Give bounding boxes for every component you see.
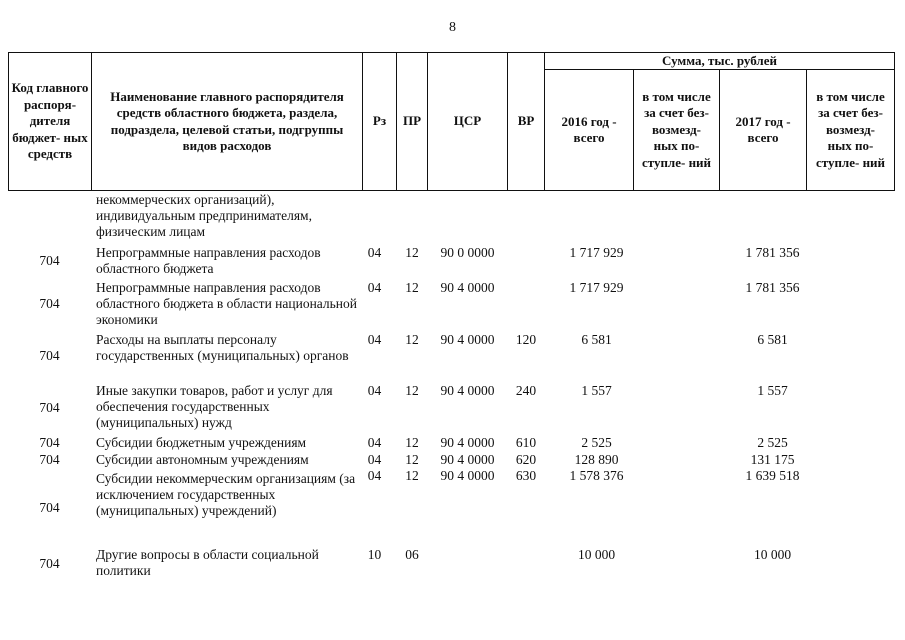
- row-csr: 90 4 0000: [440, 468, 495, 483]
- row-sum-2016: 6 581: [581, 332, 612, 347]
- header-rz: Рз: [362, 52, 397, 191]
- row-rz: 04: [367, 280, 382, 295]
- row-pr: 12: [405, 452, 419, 467]
- row-sum-2016: 1 557: [581, 383, 612, 398]
- row-rz: 04: [367, 383, 382, 398]
- row-csr: 90 4 0000: [440, 383, 495, 398]
- row-vr: 120: [515, 332, 537, 347]
- row-sum-2017: 1 781 356: [745, 245, 800, 260]
- table-row: [8, 435, 895, 451]
- row-kod: 704: [39, 253, 60, 268]
- header-2017-total: 2017 год - всего: [719, 69, 807, 191]
- header-pr: ПР: [396, 52, 428, 191]
- row-sum-2017: 1 557: [757, 383, 788, 398]
- row-sum-2017: 6 581: [757, 332, 788, 347]
- row-pr: 12: [405, 332, 419, 347]
- row-sum-2016: 1 717 929: [569, 245, 624, 260]
- row-name: Другие вопросы в области социальной политики: [96, 547, 319, 578]
- header-name: Наименование главного распорядителя средств областного бюджета, раздела, подраздела, целевой статьи, подгруппы видов расходов: [91, 52, 363, 191]
- row-sum-2017: 2 525: [757, 435, 788, 450]
- table-row: [8, 192, 895, 244]
- row-vr: 610: [515, 435, 537, 450]
- row-sum-2016: 10 000: [577, 547, 616, 562]
- row-kod: 704: [39, 452, 60, 467]
- table-row: [8, 383, 895, 431]
- header-2017-gratuitous: в том числе за счет без- возмезд- ных по- ступле- ний: [806, 69, 895, 191]
- row-sum-2016: 1 717 929: [569, 280, 624, 295]
- row-kod: 704: [39, 435, 60, 450]
- row-csr: 90 4 0000: [440, 452, 495, 467]
- row-rz: 04: [367, 245, 382, 260]
- row-pr: 12: [405, 383, 419, 398]
- row-sum-2017: 10 000: [753, 547, 792, 562]
- row-pr: 12: [405, 468, 419, 483]
- table-row: [8, 452, 895, 468]
- row-name: Расходы на выплаты персоналу государственных (муниципальных) органов: [96, 332, 349, 363]
- page-number: 8: [449, 20, 456, 35]
- header-2016-gratuitous: в том числе за счет без- возмезд- ных по- ступле- ний: [633, 69, 720, 191]
- row-vr: 240: [515, 383, 537, 398]
- row-sum-2017: 131 175: [750, 452, 795, 467]
- row-kod: 704: [39, 556, 60, 571]
- row-name: Иные закупки товаров, работ и услуг для обеспечения государственных (муниципальных) нужд: [96, 383, 333, 430]
- row-csr: 90 0 0000: [440, 245, 495, 260]
- table-row: [8, 332, 895, 380]
- row-rz: 04: [367, 435, 382, 450]
- row-pr: 12: [405, 435, 419, 450]
- row-rz: 04: [367, 332, 382, 347]
- row-kod: 704: [39, 296, 60, 311]
- row-name: Непрограммные направления расходов областного бюджета в области национальной экономики: [96, 280, 358, 327]
- header-kod: Код главного распоря- дителя бюджет- ных средств: [8, 52, 92, 191]
- table-row: [8, 245, 895, 277]
- row-pr: 12: [405, 245, 419, 260]
- row-name: Субсидии автономным учреждениям: [96, 452, 309, 467]
- row-kod: 704: [39, 348, 60, 363]
- row-pr: 06: [405, 547, 419, 562]
- row-sum-2017: 1 781 356: [745, 280, 800, 295]
- table-header: [8, 52, 895, 191]
- row-csr: 90 4 0000: [440, 435, 495, 450]
- row-sum-2017: 1 639 518: [745, 468, 800, 483]
- header-vr: ВР: [507, 52, 545, 191]
- table-row: [8, 468, 895, 535]
- table-row: [8, 280, 895, 328]
- header-2016-total: 2016 год - всего: [544, 69, 634, 191]
- header-csr: ЦСР: [427, 52, 508, 191]
- row-vr: 630: [515, 468, 537, 483]
- row-name: Субсидии бюджетным учреждениям: [96, 435, 307, 450]
- row-vr: 620: [515, 452, 537, 467]
- row-sum-2016: 2 525: [581, 435, 612, 450]
- row-sum-2016: 128 890: [574, 452, 619, 467]
- row-csr: 90 4 0000: [440, 280, 495, 295]
- row-sum-2016: 1 578 376: [569, 468, 624, 483]
- row-rz: 10: [367, 547, 382, 562]
- row-csr: 90 4 0000: [440, 332, 495, 347]
- row-kod: 704: [39, 400, 60, 415]
- header-sum: Сумма, тыс. рублей: [544, 52, 895, 70]
- row-rz: 04: [367, 452, 382, 467]
- table-row: [8, 547, 895, 579]
- row-rz: 04: [367, 468, 382, 483]
- row-name: Субсидии некоммерческим организациям (за исключением государственных (муниципальных) учреждений): [96, 471, 356, 518]
- row-pr: 12: [405, 280, 419, 295]
- row-name: Непрограммные направления расходов областного бюджета: [96, 245, 321, 276]
- row-name: некоммерческих организаций), индивидуальным предпринимателям, физическим лицам: [96, 192, 312, 239]
- row-kod: 704: [39, 500, 60, 515]
